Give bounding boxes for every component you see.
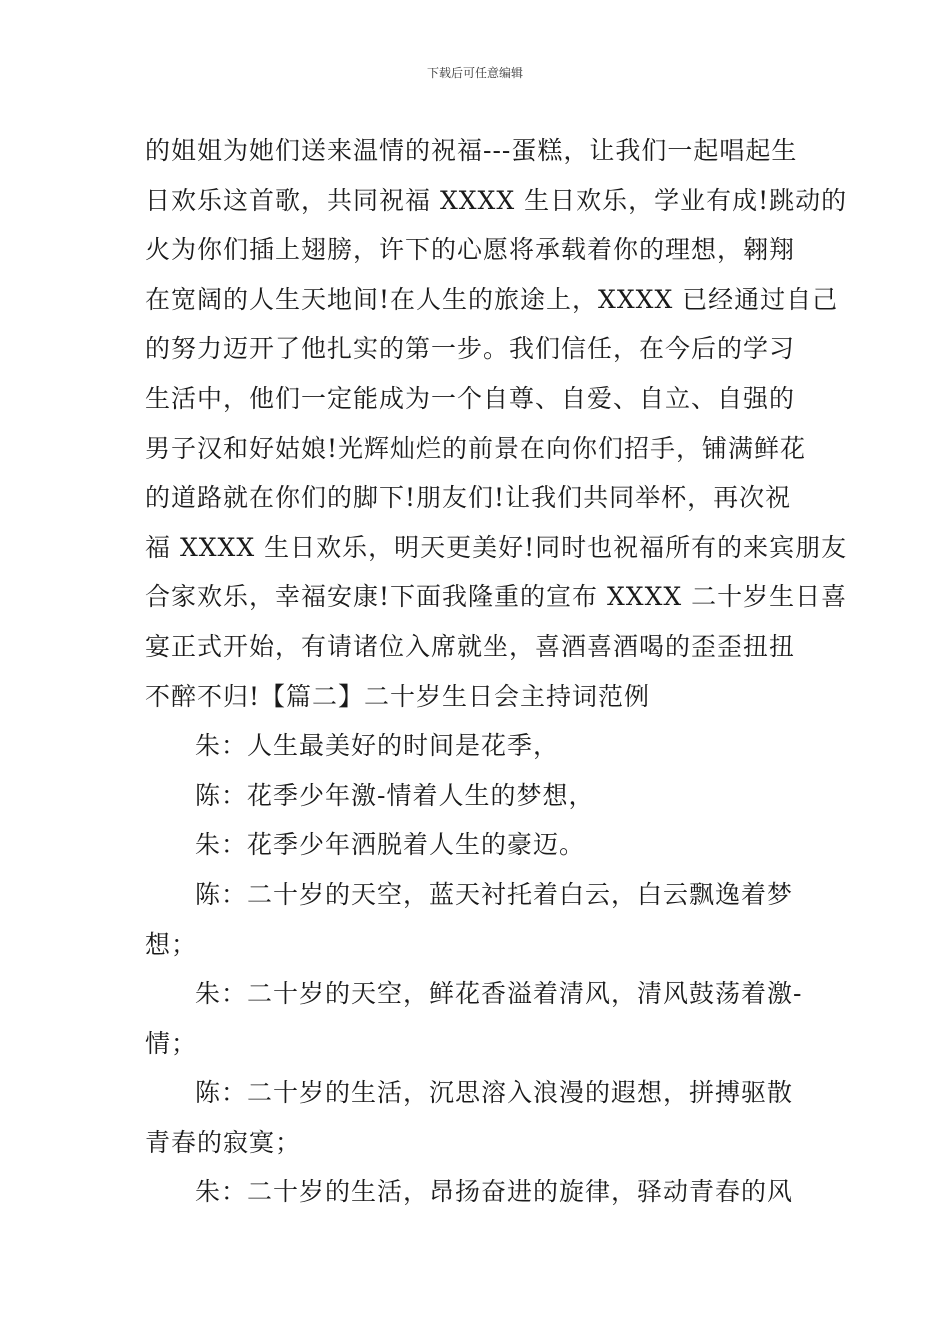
text-line-2: 日欢乐这首歌，共同祝福 XXXX 生日欢乐，学业有成!跳动的	[145, 185, 848, 215]
dialogue-line-1: 朱：人生最美好的时间是花季，	[195, 731, 560, 761]
section-heading-line: 不醉不归!【篇二】二十岁生日会主持词范例	[145, 681, 651, 711]
dialogue-line-5: 朱：二十岁的天空，鲜花香溢着清风，清风鼓荡着激-	[195, 979, 803, 1009]
text-line-3: 火为你们插上翅膀，许下的心愿将承载着你的理想，翱翔	[145, 235, 796, 265]
dialogue-line-2: 陈：花季少年激-情着人生的梦想，	[195, 780, 595, 810]
text-line-1: 的姐姐为她们送来温情的祝福---蛋糕，让我们一起唱起生	[145, 136, 798, 165]
document-body	[145, 126, 848, 1217]
dialogue-line-3: 朱：花季少年洒脱着人生的豪迈。	[195, 830, 586, 860]
dialogue-line-4-cont: 想；	[145, 929, 198, 959]
page-header: 下载后可任意编辑	[426, 66, 523, 80]
text-line-6: 生活中，他们一定能成为一个自尊、自爱、自立、自强的	[145, 383, 796, 413]
text-line-8: 的道路就在你们的脚下!朋友们!让我们共同举杯，再次祝	[145, 483, 792, 513]
dialogue-line-6-cont: 青春的寂寞；	[145, 1127, 302, 1157]
text-line-10: 合家欢乐，幸福安康!下面我隆重的宣布 XXXX 二十岁生日喜	[145, 582, 848, 612]
dialogue-line-5-cont: 情；	[145, 1028, 198, 1058]
text-line-11: 宴正式开始，有请诸位入席就坐，喜酒喜酒喝的歪歪扭扭	[145, 631, 796, 661]
text-line-4: 在宽阔的人生天地间!在人生的旅途上，XXXX 已经通过自己	[145, 284, 839, 314]
dialogue-line-4: 陈：二十岁的天空，蓝天衬托着白云，白云飘逸着梦	[195, 879, 794, 909]
dialogue-line-6: 陈：二十岁的生活，沉思溶入浪漫的遐想，拼搏驱散	[195, 1078, 794, 1108]
dialogue-line-7: 朱：二十岁的生活，昂扬奋进的旋律，驿动青春的风	[195, 1177, 794, 1207]
text-line-5: 的努力迈开了他扎实的第一步。我们信任，在今后的学习	[145, 334, 796, 364]
text-line-9: 福 XXXX 生日欢乐，明天更美好!同时也祝福所有的来宾朋友	[145, 532, 848, 562]
text-line-7: 男子汉和好姑娘!光辉灿烂的前景在向你们招手，铺满鲜花	[145, 433, 807, 463]
